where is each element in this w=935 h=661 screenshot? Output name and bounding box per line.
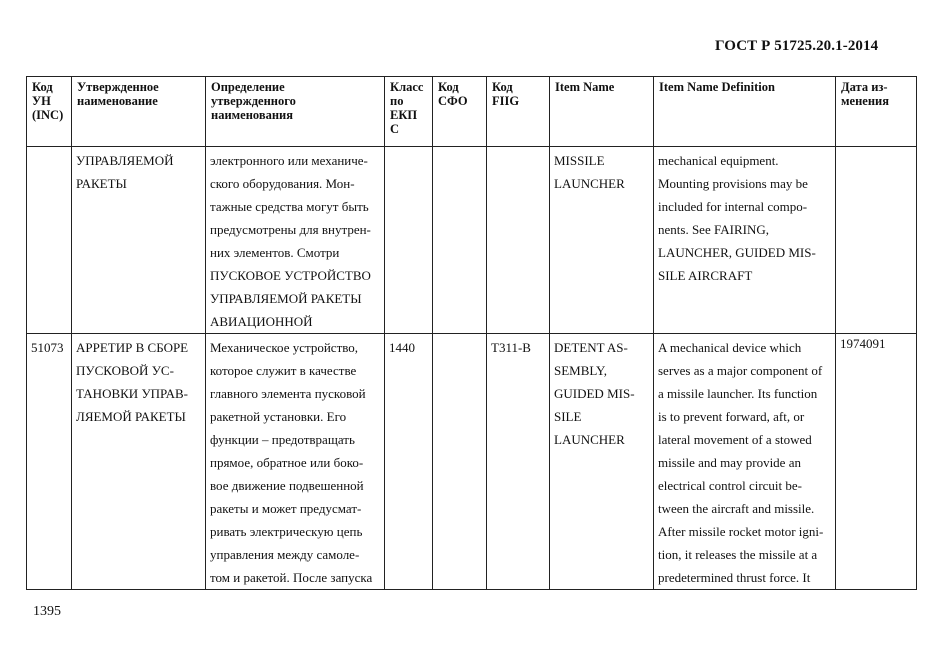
cell-sfo — [433, 147, 487, 334]
cell-fiig: T311-B — [487, 334, 550, 590]
col-header-item-name: Item Name — [550, 77, 654, 147]
cell-approved-name: АРРЕТИР В СБОРЕ ПУСКОВОЙ УС- ТАНОВКИ УПРАВ- ЛЯЕМОЙ РАКЕТЫ — [72, 334, 206, 590]
cell-approved-name: УПРАВЛЯЕМОЙ РАКЕТЫ — [72, 147, 206, 334]
cell-item-definition: A mechanical device which serves as a major component of a missile launcher. Its function is to prevent forward, aft, or lateral movement of a stowed missile and may provide an electrical control circuit be- tween the aircraft and missile. After missile rocket motor igni- tion, it releases the missile at a predetermined thrust force. It — [654, 334, 836, 590]
col-header-item-definition: Item Name Definition — [654, 77, 836, 147]
cell-item-name: MISSILE LAUNCHER — [550, 147, 654, 334]
cell-change-date — [836, 147, 917, 334]
col-header-change-date: Дата из- менения — [836, 77, 917, 147]
col-header-inc: Код УН (INC) — [27, 77, 72, 147]
cell-item-definition: mechanical equipment. Mounting provisions may be included for internal compo- nents. See FAIRING, LAUNCHER, GUIDED MIS- SILE AIRCRAFT — [654, 147, 836, 334]
col-header-definition: Определение утвержденного наименования — [206, 77, 385, 147]
cell-item-name: DETENT AS- SEMBLY, GUIDED MIS- SILE LAUNCHER — [550, 334, 654, 590]
table-row — [27, 334, 917, 590]
table-header-row — [27, 77, 917, 147]
col-header-sfo: Код СФО — [433, 77, 487, 147]
cell-definition: электронного или механиче- ского оборудования. Мон- тажные средства могут быть предусмотрены для внутрен- них элементов. Смотри ПУСКОВОЕ УСТРОЙСТВО УПРАВЛЯЕМОЙ РАКЕТЫ АВИАЦИОННОЙ — [206, 147, 385, 334]
cell-change-date: 1974091 — [836, 334, 917, 590]
cell-definition: Механическое устройство, которое служит в качестве главного элемента пусковой ракетной установки. Его функции – предотвращать прямое, обратное или боко- вое движение подвешенной ракеты и может предусмат- ривать электрическую цепь управления между самоле- том и ракетой. После запуска — [206, 334, 385, 590]
document-code: ГОСТ Р 51725.20.1-2014 — [715, 38, 879, 54]
cell-inc: 51073 — [27, 334, 72, 590]
cell-fiig — [487, 147, 550, 334]
col-header-class: Класс по ЕКП С — [385, 77, 433, 147]
page-number: 1395 — [33, 604, 61, 619]
table-row — [27, 147, 917, 334]
cell-class: 1440 — [385, 334, 433, 590]
cell-sfo — [433, 334, 487, 590]
catalog-table — [26, 76, 917, 590]
cell-class — [385, 147, 433, 334]
col-header-fiig: Код FIIG — [487, 77, 550, 147]
col-header-approved-name: Утвержденное наименование — [72, 77, 206, 147]
cell-inc — [27, 147, 72, 334]
